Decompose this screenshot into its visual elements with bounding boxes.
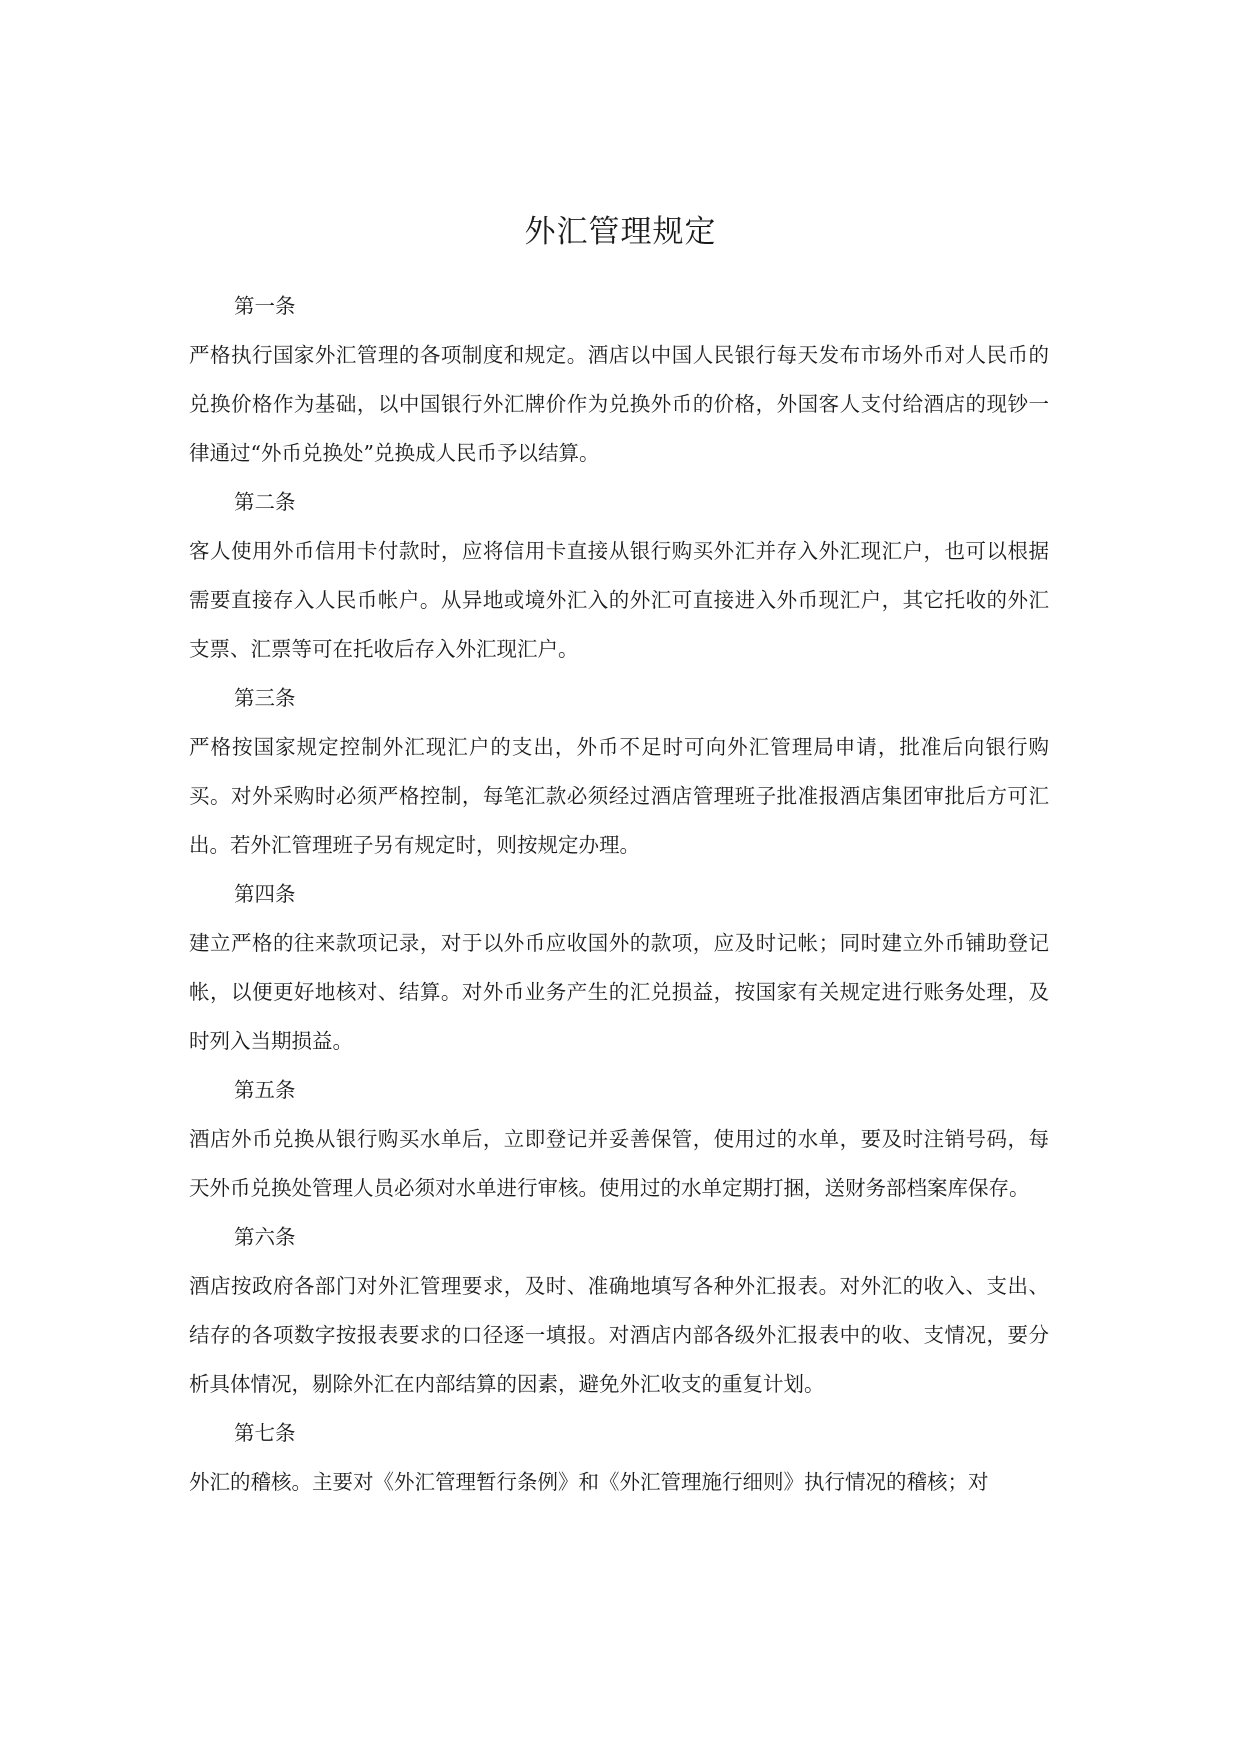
article-text: 酒店按政府各部门对外汇管理要求，及时、准确地填写各种外汇报表。对外汇的收入、支出、结存的各项数字按报表要求的口径逐一填报。对酒店内部各级外汇报表中的收、支情况，要分析具体情况，剔除外汇在内部结算的因素，避免外汇收支的重复计划。 xyxy=(189,1274,1049,1396)
article-heading: 第一条 xyxy=(234,294,296,318)
article-heading: 第四条 xyxy=(234,882,296,906)
article-text: 严格执行国家外汇管理的各项制度和规定。酒店以中国人民银行每天发布市场外币对人民币的兑换价格作为基础，以中国银行外汇牌价作为兑换外币的价格，外国客人支付给酒店的现钞一律通过“外币兑换处”兑换成人民币予以结算。 xyxy=(189,343,1049,465)
article-heading: 第七条 xyxy=(234,1421,296,1445)
document-title: 外汇管理规定 xyxy=(524,214,717,250)
document-body xyxy=(189,282,1049,1507)
article-heading: 第二条 xyxy=(234,490,296,514)
article-7 xyxy=(189,1409,1049,1507)
article-text: 建立严格的往来款项记录，对于以外币应收国外的款项，应及时记帐；同时建立外币铺助登记帐，以便更好地核对、结算。对外币业务产生的汇兑损益，按国家有关规定进行账务处理，及时列入当期损益。 xyxy=(189,931,1049,1053)
article-5 xyxy=(189,1066,1049,1213)
article-3 xyxy=(189,674,1049,870)
article-text: 酒店外币兑换从银行购买水单后，立即登记并妥善保管，使用过的水单，要及时注销号码，每天外币兑换处管理人员必须对水单进行审核。使用过的水单定期打捆，送财务部档案库保存。 xyxy=(189,1127,1049,1200)
article-4 xyxy=(189,870,1049,1066)
article-heading: 第五条 xyxy=(234,1078,296,1102)
article-heading: 第六条 xyxy=(234,1225,296,1249)
article-2 xyxy=(189,478,1049,674)
article-text: 客人使用外币信用卡付款时，应将信用卡直接从银行购买外汇并存入外汇现汇户，也可以根据需要直接存入人民币帐户。从异地或境外汇入的外汇可直接进入外币现汇户，其它托收的外汇支票、汇票等可在托收后存入外汇现汇户。 xyxy=(189,539,1049,661)
article-text: 外汇的稽核。主要对《外汇管理暂行条例》和《外汇管理施行细则》执行情况的稽核；对 xyxy=(189,1470,989,1494)
article-1 xyxy=(189,282,1049,478)
article-heading: 第三条 xyxy=(234,686,296,710)
article-text: 严格按国家规定控制外汇现汇户的支出，外币不足时可向外汇管理局申请，批准后向银行购买。对外采购时必须严格控制，每笔汇款必须经过酒店管理班子批准报酒店集团审批后方可汇出。若外汇管理班子另有规定时，则按规定办理。 xyxy=(189,735,1049,857)
article-6 xyxy=(189,1213,1049,1409)
